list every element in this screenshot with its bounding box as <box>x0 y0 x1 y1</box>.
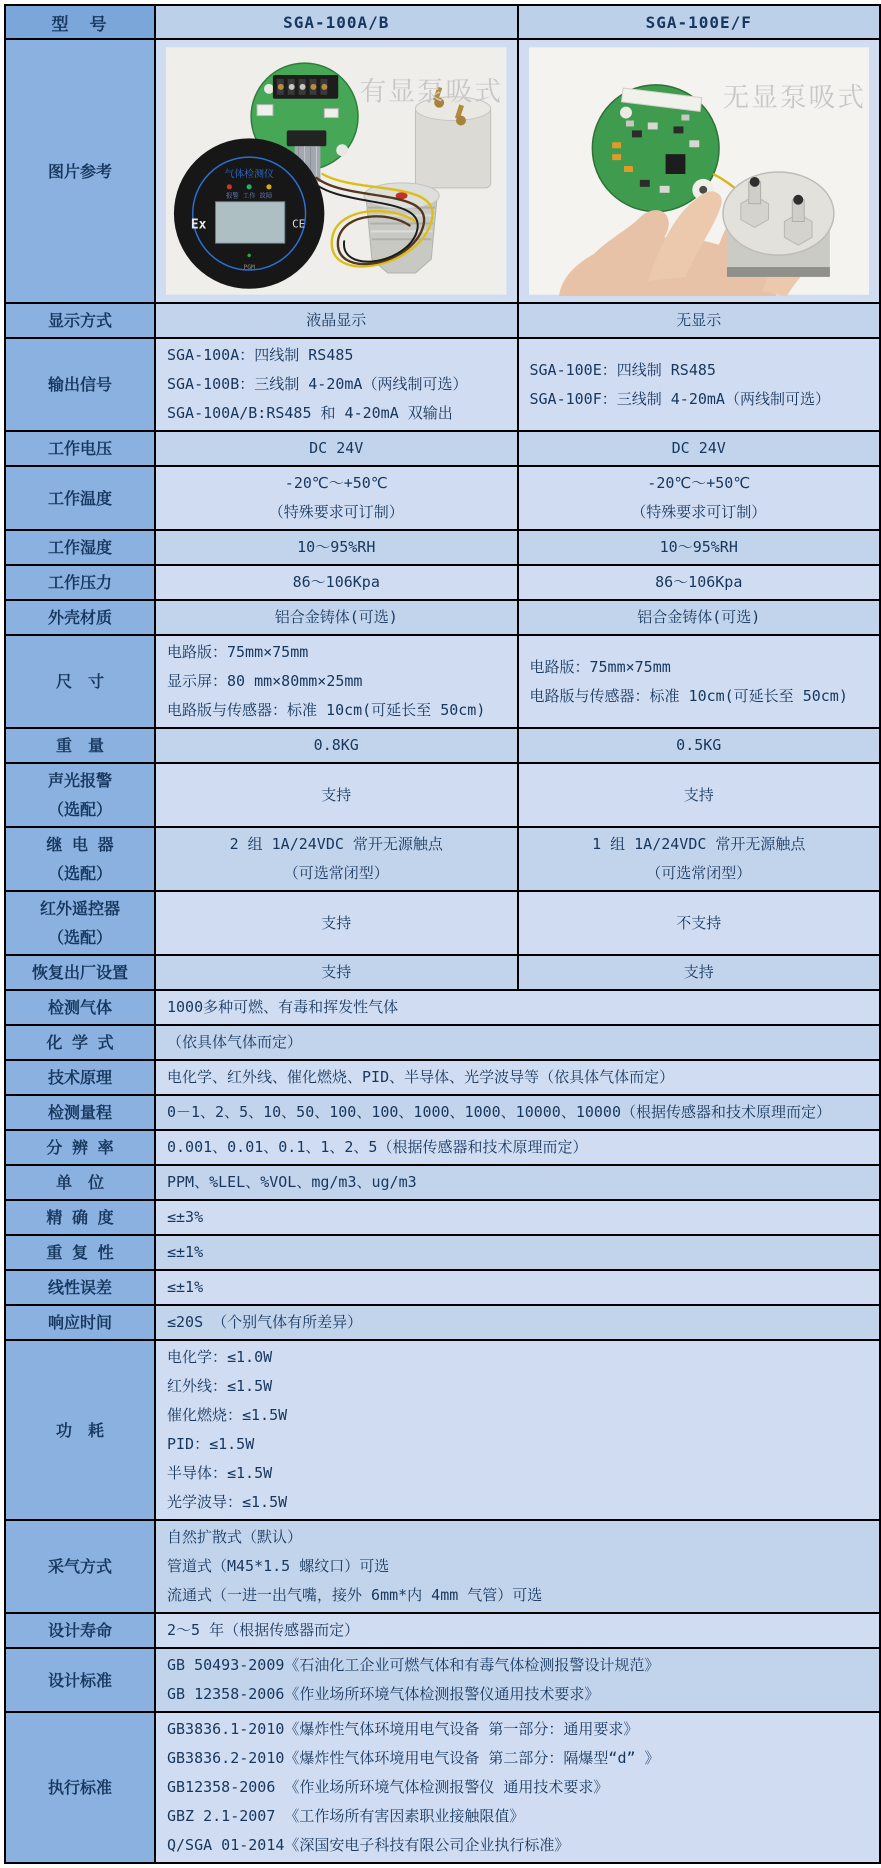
spec-value-text: ≤±3% <box>167 1208 204 1226</box>
row-label <box>6 1166 154 1199</box>
row-label-text: 响应时间 <box>47 1313 112 1332</box>
spec-value-cell <box>154 467 517 529</box>
row-label <box>6 1131 154 1164</box>
spec-value-text: 无显示 <box>676 311 722 329</box>
spec-value-text: 0.001、0.01、0.1、1、2、5（根据传感器和技术原理而定） <box>167 1138 588 1156</box>
spec-value-cell <box>517 636 880 727</box>
spec-value-text: 支持 <box>321 785 352 804</box>
device-brand-text: 气体检测仪 <box>224 168 274 180</box>
spec-value-text: SGA-100A：四线制 RS485 <box>167 346 354 364</box>
row-label-text: 重 复 性 <box>46 1243 114 1262</box>
spec-value-text: 电路版与传感器：标准 10cm(可延长至 50cm) <box>167 701 486 719</box>
table-header-row <box>6 6 879 38</box>
spec-value-cell <box>154 1236 879 1269</box>
spec-value-cell <box>154 636 517 727</box>
model-a-header: SGA-100A/B <box>154 6 517 38</box>
row-label-text: 输出信号 <box>47 375 112 394</box>
table-row <box>6 302 879 337</box>
table-row <box>6 1234 879 1269</box>
device-led-labels: 报警 工作 故障 <box>226 191 273 200</box>
spec-value-text: SGA-100E：四线制 RS485 <box>529 360 716 379</box>
spec-value-cell <box>517 304 880 337</box>
table-row <box>6 1269 879 1304</box>
spec-value-text: 支持 <box>683 785 714 804</box>
table-row <box>6 430 879 465</box>
table-row <box>6 1199 879 1234</box>
row-label-text: 设计标准 <box>47 1670 112 1690</box>
spec-value-cell <box>154 339 517 430</box>
spec-value-text: GBZ 2.1-2007 《工作场所有害因素职业接触限值》 <box>167 1807 525 1825</box>
spec-value-text: SGA-100A/B:RS485 和 4-20mA 双输出 <box>167 404 453 422</box>
row-label <box>6 1649 154 1711</box>
spec-value-text: ≤±1% <box>167 1278 204 1296</box>
spec-value-text: 支持 <box>321 913 352 932</box>
spec-value-cell <box>154 828 517 890</box>
ex-mark-text: Ex <box>190 217 207 233</box>
spec-value-cell <box>154 991 879 1024</box>
row-label-text: （选配） <box>47 864 112 883</box>
spec-value-text: 2～5 年（根据传感器而定） <box>167 1621 360 1639</box>
spec-value-cell <box>154 1271 879 1304</box>
row-label-text: 外壳材质 <box>47 608 112 627</box>
spec-value-text: -20℃～+50℃ <box>647 474 751 492</box>
spec-value-cell <box>517 531 880 564</box>
table-row <box>6 1059 879 1094</box>
spec-value-text: PID：≤1.5W <box>167 1435 255 1453</box>
row-label-text: 工作电压 <box>47 439 112 458</box>
row-label-text: 化 学 式 <box>46 1033 114 1052</box>
row-label-text: 声光报警 <box>47 771 112 790</box>
spec-value-cell <box>154 1649 879 1711</box>
spec-value-text: 铝合金铸体(可选) <box>637 608 761 626</box>
table-row <box>6 1647 879 1711</box>
spec-value-text: 支持 <box>321 963 352 981</box>
spec-value-text: 0－1、2、5、10、50、100、100、1000、1000、10000、10000（根据传感器和技术原理而定） <box>167 1103 831 1121</box>
spec-value-text: 电路版：75mm×75mm <box>529 657 671 676</box>
row-label-text: 采气方式 <box>47 1557 112 1576</box>
table-row <box>6 1519 879 1612</box>
spec-value-cell <box>154 1201 879 1234</box>
spec-value-text: GB3836.1-2010《爆炸性气体环境用电气设备 第一部分：通用要求》 <box>167 1720 639 1738</box>
watermark-left-text: 有显泵吸式 <box>359 76 504 108</box>
row-label-text: 检测气体 <box>47 998 112 1017</box>
row-label-text: 功 耗 <box>55 1420 104 1440</box>
spec-value-cell <box>154 956 517 989</box>
spec-value-text: （可选常闭型） <box>283 864 389 882</box>
table-row <box>6 337 879 430</box>
spec-value-text: ≤±1% <box>167 1243 204 1261</box>
row-label <box>6 1271 154 1304</box>
spec-value-text: 流通式（一进一出气嘴，接外 6mm*内 4mm 气管）可选 <box>167 1586 543 1604</box>
spec-value-cell <box>154 1341 879 1519</box>
product-photo-right <box>517 40 880 302</box>
row-label <box>6 531 154 564</box>
spec-value-cell <box>154 892 517 954</box>
spec-value-text: 2 组 1A/24VDC 常开无源触点 <box>229 835 443 853</box>
spec-value-text: （依具体气体而定） <box>167 1033 303 1051</box>
row-label-text: 执行标准 <box>47 1778 112 1797</box>
row-label-text: 单 位 <box>55 1173 104 1192</box>
spec-value-text: Q/SGA 01-2014《深国安电子科技有限公司企业执行标准》 <box>167 1836 570 1854</box>
pgm-text: PGM <box>243 262 255 271</box>
spec-value-text: ≤20S （个别气体有所差异） <box>167 1313 363 1331</box>
row-label-text: 恢复出厂设置 <box>31 963 128 982</box>
row-label <box>6 1236 154 1269</box>
photo-right-illustration <box>529 46 870 296</box>
row-label <box>6 601 154 634</box>
spec-value-cell <box>154 432 517 465</box>
spec-value-cell <box>154 764 517 826</box>
spec-value-cell <box>154 1061 879 1094</box>
row-label-text: 精 确 度 <box>46 1208 114 1227</box>
spec-value-text: 电化学：≤1.0W <box>167 1348 273 1366</box>
table-row <box>6 465 879 529</box>
table-row <box>6 1304 879 1339</box>
spec-value-text: 1000多种可燃、有毒和挥发性气体 <box>167 998 399 1016</box>
spec-value-cell <box>154 1026 879 1059</box>
spec-value-cell <box>517 467 880 529</box>
spec-value-text: 自然扩散式（默认） <box>167 1528 303 1546</box>
spec-value-cell <box>154 1166 879 1199</box>
spec-value-cell <box>517 566 880 599</box>
spec-value-text: GB12358-2006 《作业场所环境气体检测报警仪 通用技术要求》 <box>167 1778 609 1796</box>
table-row <box>6 762 879 826</box>
spec-value-cell <box>154 531 517 564</box>
row-label <box>6 432 154 465</box>
spec-value-text: 1 组 1A/24VDC 常开无源触点 <box>592 835 806 853</box>
row-label <box>6 339 154 430</box>
row-label-text: 继 电 器 <box>46 835 114 854</box>
row-label <box>6 764 154 826</box>
spec-value-cell <box>154 304 517 337</box>
spec-value-cell <box>517 729 880 762</box>
table-row <box>6 1164 879 1199</box>
spec-value-text: 0.5KG <box>676 736 722 754</box>
spec-rows <box>6 302 879 1862</box>
row-label-text: 分 辨 率 <box>46 1138 114 1157</box>
spec-value-cell <box>154 1096 879 1129</box>
row-label-text: （选配） <box>47 800 112 819</box>
spec-value-cell <box>154 1306 879 1339</box>
row-label-text: 显示方式 <box>47 311 112 330</box>
spec-value-cell <box>517 339 880 430</box>
spec-value-cell <box>154 1521 879 1612</box>
spec-value-text: GB3836.2-2010《爆炸性气体环境用电气设备 第二部分：隔爆型“d” 》 <box>167 1749 660 1767</box>
row-label <box>6 991 154 1024</box>
watermark-right-text: 无显泵吸式 <box>722 82 866 114</box>
spec-value-text: 0.8KG <box>313 736 359 754</box>
row-label <box>6 1713 154 1862</box>
row-label-text: 设计寿命 <box>47 1621 112 1640</box>
table-row <box>6 1711 879 1862</box>
spec-value-cell <box>154 566 517 599</box>
row-label-text: 图片参考 <box>47 161 112 181</box>
spec-value-text: DC 24V <box>309 439 364 457</box>
spec-value-text: 不支持 <box>676 913 722 932</box>
table-row <box>6 1339 879 1519</box>
spec-value-cell <box>517 892 880 954</box>
spec-value-text: 支持 <box>683 963 714 981</box>
model-b-header: SGA-100E/F <box>517 6 880 38</box>
spec-value-text: 86～106Kpa <box>292 573 380 591</box>
row-label-text: 线性误差 <box>47 1278 112 1297</box>
spec-value-text: 液晶显示 <box>306 311 367 329</box>
spec-value-text: 电化学、红外线、催化燃烧、PID、半导体、光学波导等（依具体气体而定） <box>167 1068 675 1086</box>
row-label <box>6 892 154 954</box>
photo-left-illustration <box>166 46 507 296</box>
spec-value-cell <box>154 601 517 634</box>
spec-value-text: 电路版与传感器：标准 10cm(可延长至 50cm) <box>529 686 848 705</box>
spec-value-text: 10～95%RH <box>659 538 738 556</box>
spec-value-text: 红外线：≤1.5W <box>167 1377 273 1395</box>
spec-value-text: SGA-100F：三线制 4-20mA（两线制可选） <box>529 389 830 408</box>
table-row <box>6 1024 879 1059</box>
sensor-cylinder-icon <box>723 172 834 277</box>
table-row <box>6 634 879 727</box>
spec-value-cell <box>517 764 880 826</box>
spec-value-text: 电路版：75mm×75mm <box>167 643 309 661</box>
spec-value-text: （特殊要求可订制） <box>268 503 404 521</box>
row-label <box>6 828 154 890</box>
spec-value-cell <box>517 828 880 890</box>
row-label <box>6 1201 154 1234</box>
spec-value-text: GB 50493-2009《石油化工企业可燃气体和有毒气体检测报警设计规范》 <box>167 1656 660 1674</box>
row-label-text: 红外遥控器 <box>39 899 120 918</box>
spec-value-cell <box>154 1614 879 1647</box>
spec-value-text: （可选常闭型） <box>646 864 752 882</box>
row-label <box>6 467 154 529</box>
spec-value-text: PPM、%LEL、%VOL、mg/m3、ug/m3 <box>167 1173 417 1191</box>
table-row <box>6 826 879 890</box>
lcd-detector-icon <box>174 138 324 288</box>
row-label <box>6 636 154 727</box>
table-row <box>6 954 879 989</box>
row-label-text: 技术原理 <box>47 1068 112 1087</box>
spec-value-text: SGA-100B：三线制 4-20mA（两线制可选） <box>167 375 468 393</box>
spec-value-cell <box>517 601 880 634</box>
spec-table <box>4 4 881 1864</box>
row-label <box>6 304 154 337</box>
spec-value-text: 催化燃烧：≤1.5W <box>167 1406 288 1424</box>
device-footer-text: ● <box>247 252 251 260</box>
table-row <box>6 1129 879 1164</box>
spec-value-cell <box>517 432 880 465</box>
spec-value-text: 半导体：≤1.5W <box>167 1464 273 1482</box>
spec-value-text: DC 24V <box>671 439 726 457</box>
product-photo-left <box>154 40 517 302</box>
row-label <box>6 1521 154 1612</box>
row-label <box>6 40 154 302</box>
row-label <box>6 1096 154 1129</box>
spec-value-text: 10～95%RH <box>297 538 376 556</box>
row-label <box>6 729 154 762</box>
row-label-text: （选配） <box>47 928 112 947</box>
table-row <box>6 890 879 954</box>
row-label-text: 工作湿度 <box>47 538 112 557</box>
table-row <box>6 989 879 1024</box>
table-row <box>6 599 879 634</box>
spec-value-text: 光学波导：≤1.5W <box>167 1493 288 1511</box>
spec-value-text: 管道式（M45*1.5 螺纹口）可选 <box>167 1557 390 1575</box>
spec-value-cell <box>517 956 880 989</box>
spec-value-text: 86～106Kpa <box>655 573 743 591</box>
table-row <box>6 1612 879 1647</box>
model-header-label: 型 号 <box>6 6 154 38</box>
table-row <box>6 564 879 599</box>
spec-value-cell <box>154 1713 879 1862</box>
spec-value-text: GB 12358-2006《作业场所环境气体检测报警仪通用技术要求》 <box>167 1685 600 1703</box>
pcb-board-icon <box>592 85 719 212</box>
spec-value-text: （特殊要求可订制） <box>631 503 767 521</box>
row-label <box>6 1341 154 1519</box>
row-label <box>6 1026 154 1059</box>
table-row <box>6 727 879 762</box>
image-reference-row <box>6 38 879 302</box>
row-label-text: 检测量程 <box>47 1103 112 1122</box>
spec-value-cell <box>154 729 517 762</box>
table-row <box>6 1094 879 1129</box>
row-label <box>6 1061 154 1094</box>
spec-value-text: -20℃～+50℃ <box>284 474 388 492</box>
row-label-text: 尺 寸 <box>55 672 104 691</box>
row-label-text: 重 量 <box>55 736 104 755</box>
row-label <box>6 1614 154 1647</box>
table-row <box>6 529 879 564</box>
spec-value-text: 铝合金铸体(可选) <box>274 608 398 626</box>
row-label-text: 工作压力 <box>47 573 112 592</box>
ce-mark-text: CE <box>292 217 306 231</box>
row-label <box>6 566 154 599</box>
spec-value-cell <box>154 1131 879 1164</box>
row-label-text: 工作温度 <box>47 488 112 508</box>
spec-value-text: 显示屏：80 mm×80mm×25mm <box>167 672 363 690</box>
row-label <box>6 1306 154 1339</box>
row-label <box>6 956 154 989</box>
